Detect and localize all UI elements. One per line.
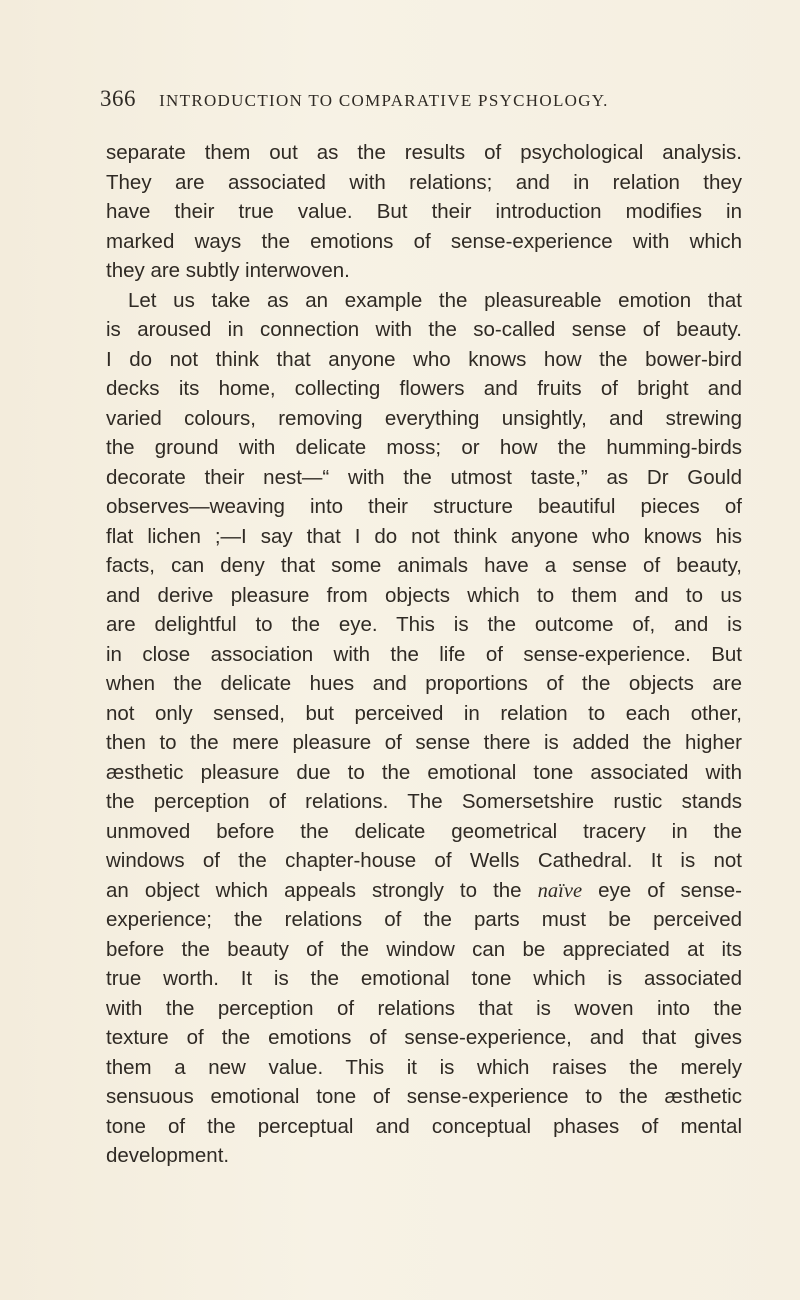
text-line: tone of the perceptual and conceptual phases of mental — [106, 1114, 742, 1138]
text-line: when the delicate hues and proportions of the objects are — [106, 672, 742, 695]
text-line: I do not think that anyone who knows how the bower-bird — [106, 347, 742, 371]
text-line: development. — [106, 1144, 230, 1167]
text-line: is aroused in connection with the so-called sense of beauty. — [106, 318, 742, 341]
text-line: windows of the chapter-house of Wells Cathedral. It is not — [106, 849, 742, 872]
body-text — [106, 138, 742, 1171]
text-line: æsthetic pleasure due to the emotional tone associated with — [106, 760, 742, 784]
text-line — [106, 876, 742, 906]
text-line: then to the mere pleasure of sense there is added the higher — [106, 731, 742, 754]
text-line: not only sensed, but perceived in relation to each other, — [106, 701, 742, 725]
text-line: unmoved before the delicate geometrical tracery in the — [106, 819, 742, 843]
text-line: sensuous emotional tone of sense-experience to the æsthetic — [106, 1085, 742, 1108]
text-line: before the beauty of the window can be appreciated at its — [106, 937, 742, 961]
text-line: observes—weaving into their structure beautiful pieces of — [106, 495, 742, 518]
text-line: the perception of relations. The Somersetshire rustic stands — [106, 790, 742, 813]
text-line: decks its home, collecting flowers and fruits of bright and — [106, 377, 742, 400]
text-line: them a new value. This it is which raises the merely — [106, 1055, 742, 1079]
text-line: and derive pleasure from objects which to them and to us — [106, 583, 742, 607]
text-line: in close association with the life of sense-experience. But — [106, 642, 742, 666]
running-title: INTRODUCTION TO COMPARATIVE PSYCHOLOGY. — [159, 91, 609, 110]
text-line: are delightful to the eye. This is the outcome of, and is — [106, 613, 742, 636]
text-line: have their true value. But their introduction modifies in — [106, 200, 742, 223]
page-header — [100, 86, 720, 116]
italic-word: naïve — [537, 879, 583, 902]
text-line: decorate their nest—“ with the utmost taste,” as Dr Gould — [106, 465, 742, 489]
text-line: Let us take as an example the pleasureable emotion that — [128, 288, 742, 312]
text-line: experience; the relations of the parts must be perceived — [106, 908, 742, 931]
text-line: facts, can deny that some animals have a sense of beauty, — [106, 554, 742, 577]
text-segment: an object which appeals strongly to the — [106, 878, 538, 902]
text-segment: eye of sense- — [582, 878, 742, 902]
text-line: texture of the emotions of sense-experience, and that gives — [106, 1026, 742, 1049]
text-line: flat lichen ;—I say that I do not think anyone who knows his — [106, 524, 742, 548]
text-line: the ground with delicate moss; or how the humming-birds — [106, 436, 742, 459]
page-number: 366 — [100, 86, 136, 111]
text-line: separate them out as the results of psychological analysis. — [106, 141, 742, 164]
text-line: marked ways the emotions of sense-experience with which — [106, 229, 742, 253]
text-line: they are subtly interwoven. — [106, 259, 350, 282]
text-line: true worth. It is the emotional tone which is associated — [106, 967, 742, 990]
text-line: with the perception of relations that is woven into the — [106, 996, 742, 1020]
text-line: varied colours, removing everything unsightly, and strewing — [106, 406, 742, 430]
text-line: They are associated with relations; and in relation they — [106, 170, 742, 194]
